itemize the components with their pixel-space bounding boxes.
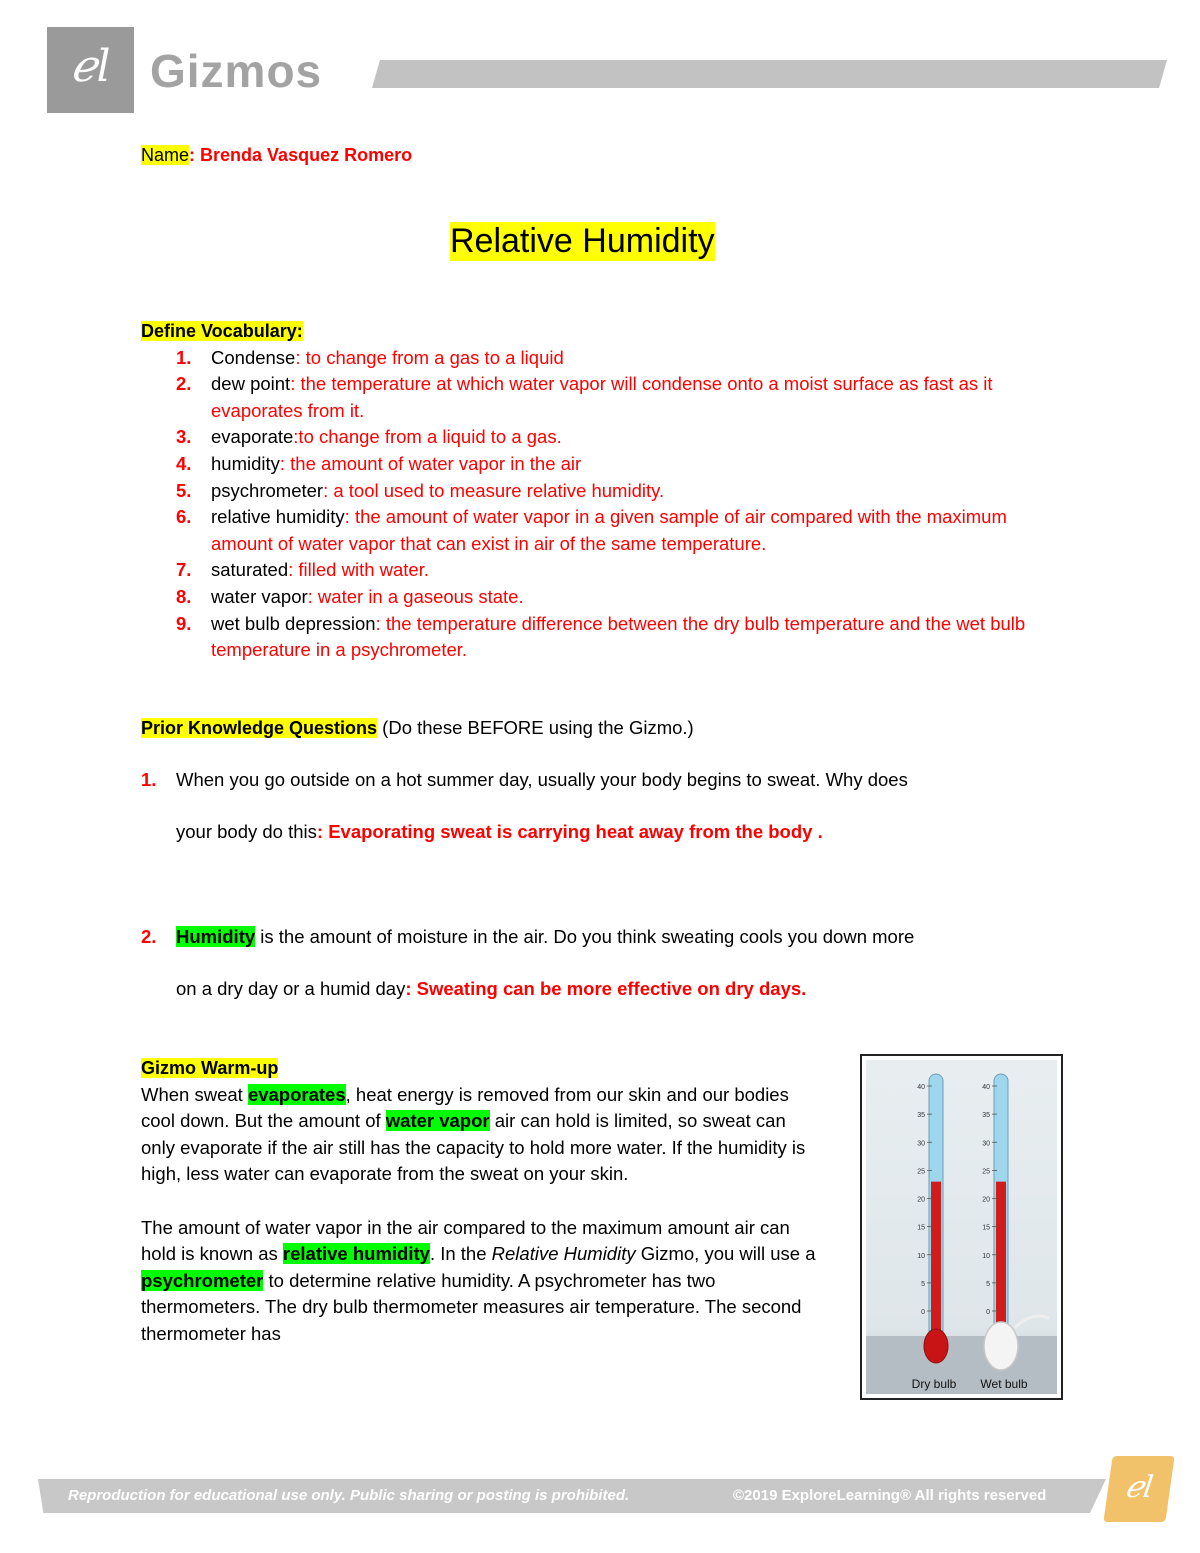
answer-1: : Evaporating sweat is carrying heat away from the body . [316, 821, 823, 842]
warmup-paragraph-2: The amount of water vapor in the air compared to the maximum amount air can hold is known as relative humidity. In the Relative Humidity Gizmo, you will use a psychrometer to determine relative humidity. A psychrometer has two thermometers. The dry bulb thermometer measures air temperature. The second thermometer has [141, 1216, 816, 1344]
mercury-column [931, 1182, 941, 1339]
prior-knowledge-note: (Do these BEFORE using the Gizmo.) [377, 717, 694, 738]
vocab-item: 6. relative humidity: the amount of water vapor in a given sample of air compared with the maximum amount of water vapor that can exist in air of the same temperature. [176, 506, 1007, 554]
tick-label: 5 [986, 1280, 990, 1288]
tick-label: 35 [982, 1112, 990, 1120]
brand-title: Gizmos [150, 45, 323, 97]
explorelearning-logo: ℯl [47, 27, 134, 113]
student-name: Brenda Vasquez Romero [200, 145, 413, 165]
tick-label: 0 [986, 1309, 990, 1316]
answer-2: : Sweating can be more effective on dry days. [405, 978, 807, 999]
tick-label: 40 [982, 1084, 990, 1091]
tick-label: 25 [982, 1168, 990, 1176]
mercury-column [996, 1182, 1006, 1339]
psychrometer-illustration [862, 1056, 1061, 1398]
wick-cloth [984, 1322, 1018, 1370]
name-line: Name: Brenda Vasquez Romero [141, 145, 413, 165]
tick-label: 5 [921, 1280, 925, 1288]
vocab-item: 4. humidity: the amount of water vapor in the air [176, 452, 582, 474]
tick-label: 30 [917, 1140, 925, 1148]
dry-bulb [924, 1329, 948, 1363]
tick-label: 25 [917, 1168, 925, 1176]
tick-label: 10 [982, 1252, 990, 1260]
question-2: 2. Humidity is the amount of moisture in the air. Do you think sweating cools you down more on a dry day or a humid day: Sweating can be more effective on dry days. [141, 926, 915, 999]
warmup-heading: Gizmo Warm-up [141, 1058, 279, 1078]
tick-label: 15 [917, 1224, 925, 1232]
wet-bulb-label: Wet bulb [980, 1377, 1028, 1391]
question-1: 1. When you go outside on a hot summer day, usually your body begins to sweat. Why does your body do this: Evaporating sweat is carrying heat away from the body . [141, 769, 908, 842]
tick-label: 35 [917, 1112, 925, 1120]
name-label: Name [141, 145, 190, 165]
psychrometer-figure [860, 1054, 1063, 1400]
tick-label: 15 [982, 1224, 990, 1232]
vocab-item: 5. psychrometer: a tool used to measure relative humidity. [176, 479, 665, 501]
footer-copyright: ©2019 ExploreLearning® All rights reserved [733, 1487, 1047, 1504]
vocab-item: 7. saturated: filled with water. [176, 559, 430, 581]
vocab-item: 3. evaporate:to change from a liquid to a gas. [176, 426, 562, 448]
tick-label: 10 [917, 1252, 925, 1260]
footer-notice: Reproduction for educational use only. Public sharing or posting is prohibited. [68, 1487, 630, 1504]
prior-knowledge-heading: Prior Knowledge Questions [141, 718, 378, 738]
humidity-highlight: Humidity [176, 926, 256, 947]
tick-label: 0 [921, 1309, 925, 1316]
warmup-section [141, 1055, 821, 1348]
header-bar [372, 60, 1167, 88]
dry-bulb-label: Dry bulb [911, 1377, 957, 1391]
vocab-item: 1. Condense: to change from a gas to a liquid [176, 346, 564, 368]
warmup-paragraph-1: When sweat evaporates, heat energy is removed from our skin and our bodies cool down. But the amount of water vapor air can hold is limited, so sweat can only evaporate if the air still has the capacity to hold more water. If the humidity is high, less water can evaporate from the sweat on your skin. [141, 1083, 806, 1185]
tick-label: 40 [917, 1084, 925, 1091]
vocabulary-section [141, 318, 1041, 664]
footer-logo: ℯl [1103, 1456, 1174, 1522]
vocab-item: 8. water vapor: water in a gaseous state. [176, 585, 524, 607]
page-title: Relative Humidity [450, 222, 715, 260]
vocab-item: 2. dew point: the temperature at which water vapor will condense onto a moist surface as fast as it evaporates from it. [176, 373, 993, 421]
prior-knowledge-heading-line [141, 717, 694, 739]
tick-label: 20 [982, 1196, 990, 1204]
tick-label: 30 [982, 1140, 990, 1148]
vocab-item: 9. wet bulb depression: the temperature difference between the dry bulb temperature and the wet bulb temperature in a psychrometer. [176, 612, 1026, 661]
tick-label: 20 [917, 1196, 925, 1204]
vocabulary-heading: Define Vocabulary: [141, 321, 303, 341]
